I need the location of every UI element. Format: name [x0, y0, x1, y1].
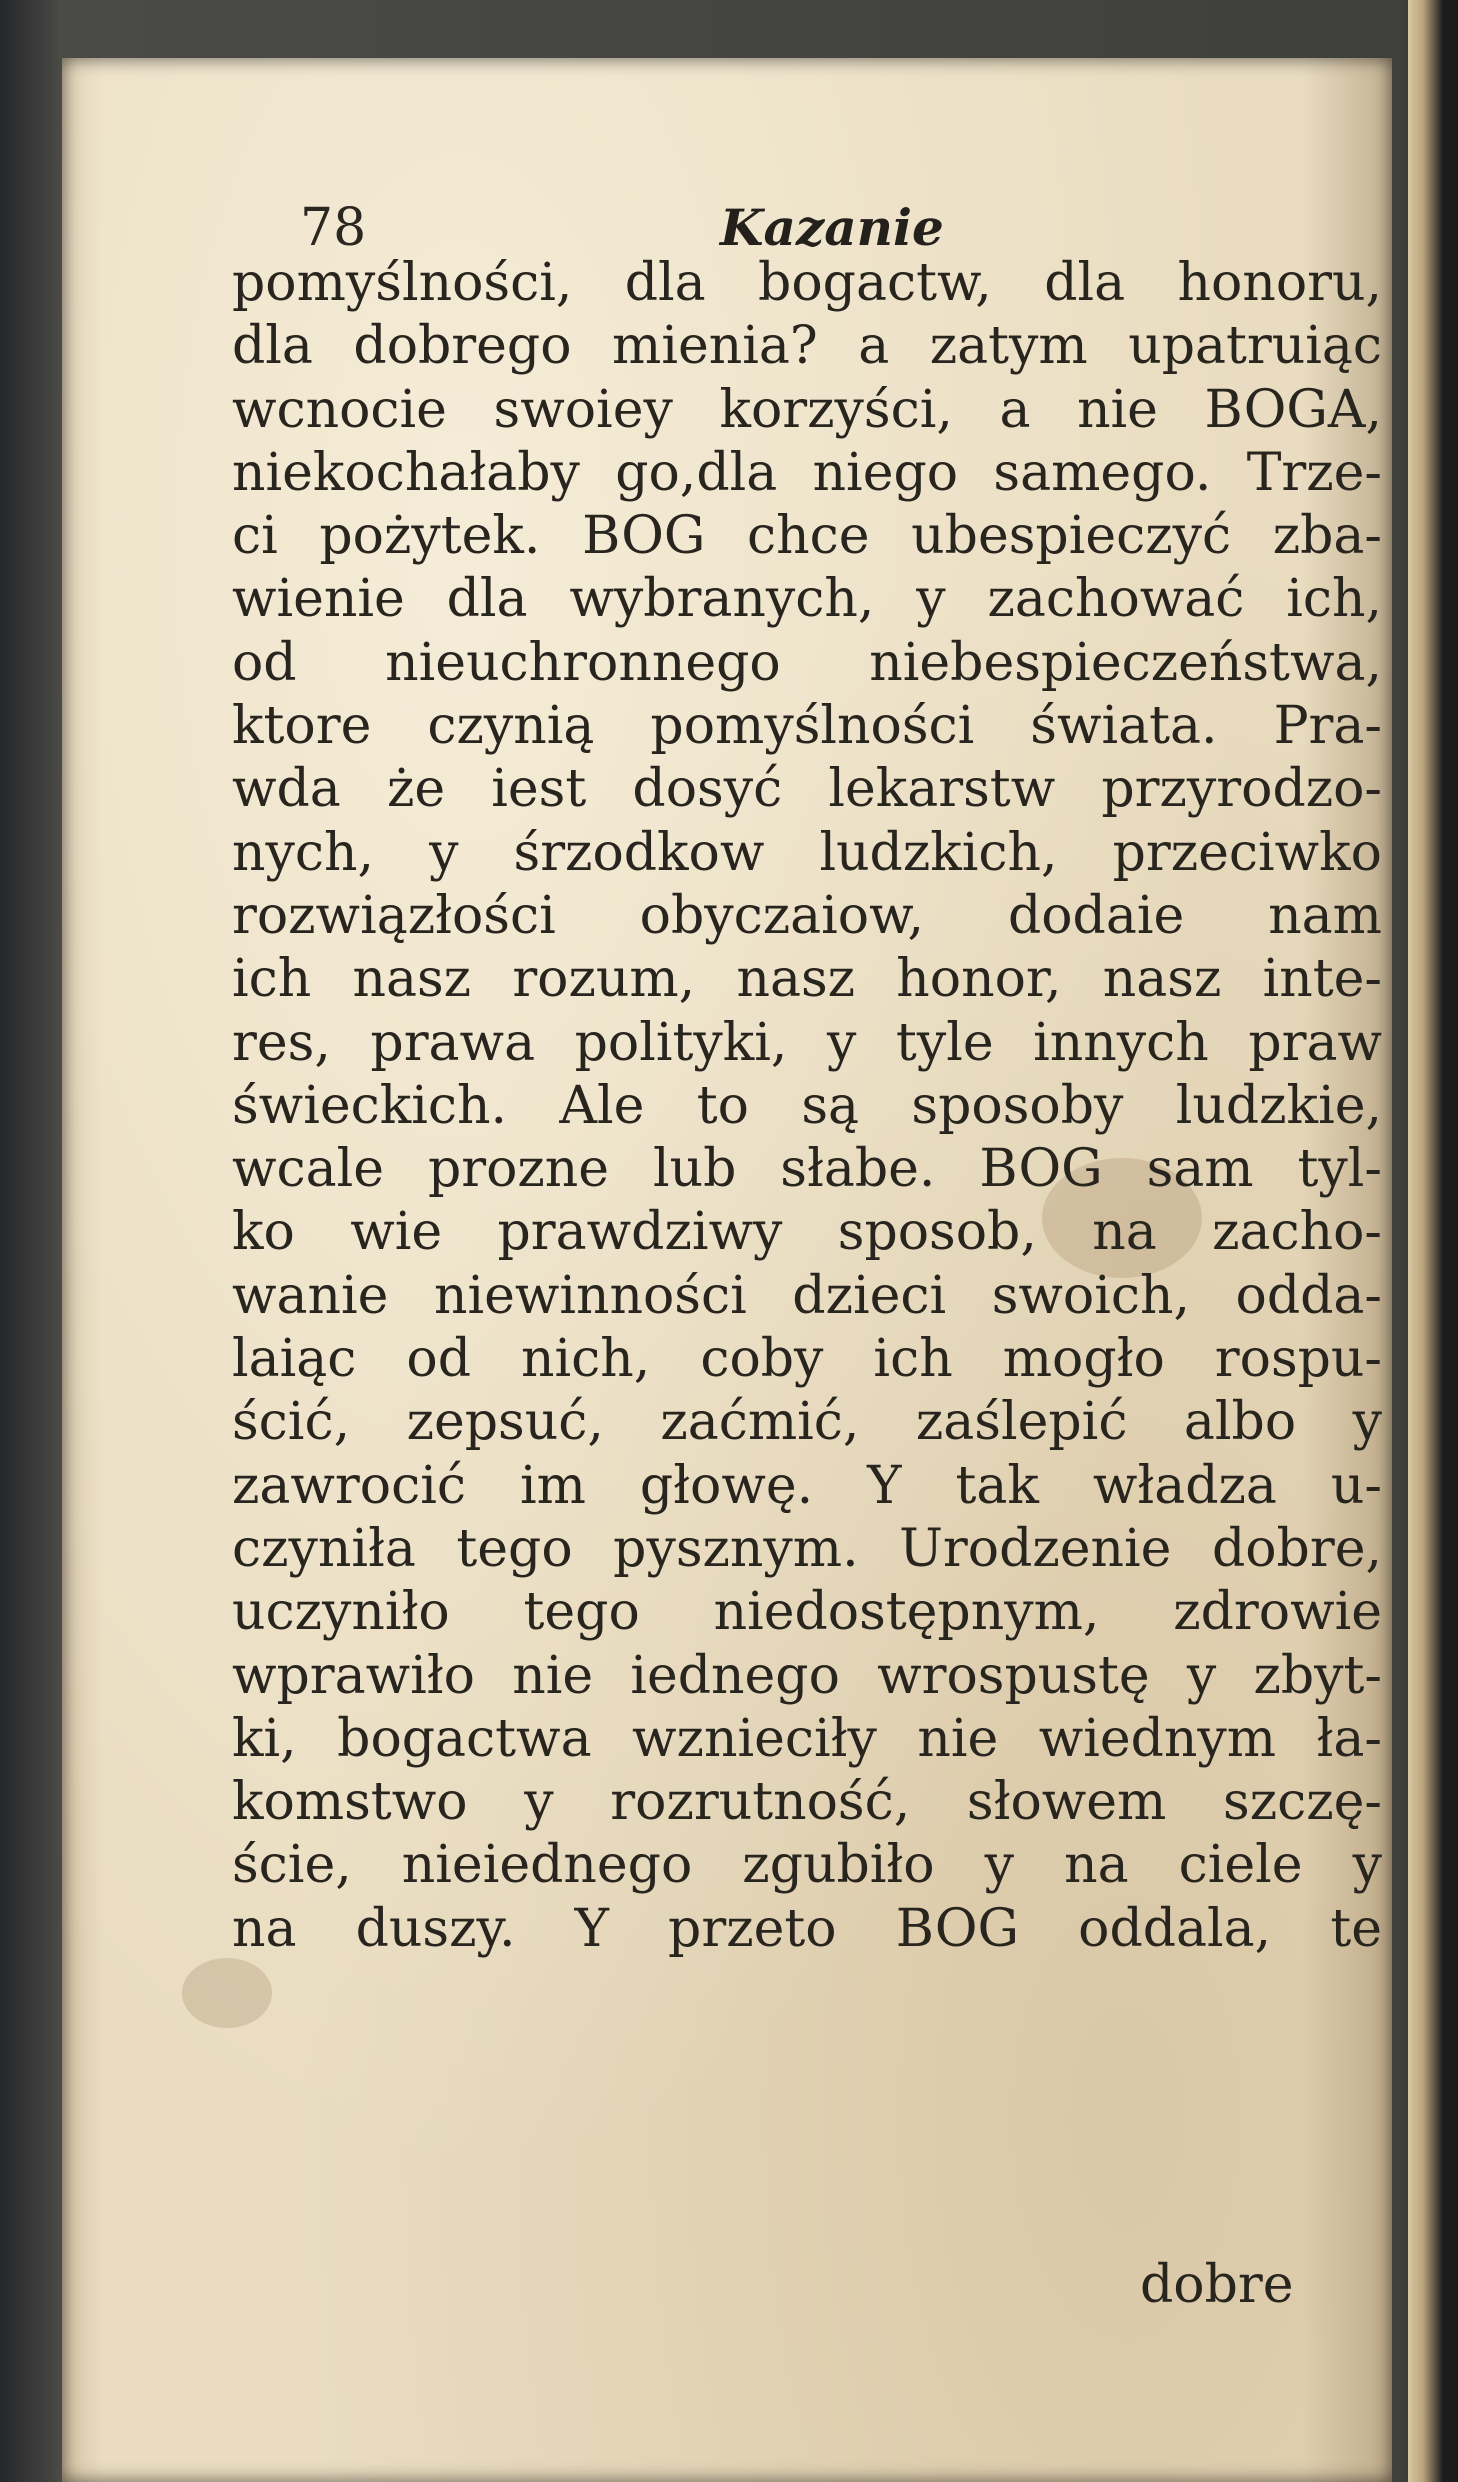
text-line: czyniła tego pysznym. Urodzenie dobre,	[232, 1518, 1382, 1579]
book-spine-edge	[1408, 0, 1458, 2482]
text-line: świeckich. Ale to są sposoby ludzkie,	[232, 1075, 1382, 1136]
text-line: wda że iest dosyć lekarstw przyrodzo-	[232, 759, 1382, 820]
text-line: uczyniło tego niedostępnym, zdrowie	[232, 1582, 1382, 1643]
text-line: rozwiązłości obyczaiow, dodaie nam	[232, 885, 1382, 946]
text-line: ich nasz rozum, nasz honor, nasz inte-	[232, 949, 1382, 1010]
text-line: wienie dla wybranych, y zachować ich,	[232, 569, 1382, 630]
text-line: zawrocić im głowę. Y tak władza u-	[232, 1455, 1382, 1516]
text-line: ście, nieiednego zgubiło y na ciele y	[232, 1835, 1382, 1896]
text-line: laiąc od nich, coby ich mogło rospu-	[232, 1329, 1382, 1390]
text-line: wanie niewinności dzieci swoich, odda-	[232, 1265, 1382, 1326]
text-line: od nieuchronnego niebespieczeństwa,	[232, 632, 1382, 693]
text-line: nych, y śrzodkow ludzkich, przeciwko	[232, 822, 1382, 883]
text-line: niekochałaby go,dla niego samego. Trze-	[232, 442, 1382, 503]
text-line: komstwo y rozrutność, słowem szczę-	[232, 1772, 1382, 1833]
running-title: Kazanie	[720, 198, 944, 257]
text-line: ki, bogactwa wznieciły nie wiednym ła-	[232, 1708, 1382, 1769]
text-line: wcnocie swoiey korzyści, a nie BOGA,	[232, 379, 1382, 440]
text-line: pomyślności, dla bogactw, dla honoru,	[232, 253, 1382, 313]
paper-stain	[182, 1958, 272, 2028]
text-line: ci pożytek. BOG chce ubespieczyć zba-	[232, 506, 1382, 567]
text-line: res, prawa polityki, y tyle innych praw	[232, 1012, 1382, 1073]
body-text	[232, 252, 1382, 1961]
text-line: ko wie prawdziwy sposob, na zacho-	[232, 1202, 1382, 1263]
text-line: ścić, zepsuć, zaćmić, zaślepić albo y	[232, 1392, 1382, 1453]
text-line: na duszy. Y przeto BOG oddala, te	[232, 1898, 1382, 1959]
text-line: wcale prozne lub słabe. BOG sam tyl-	[232, 1139, 1382, 1200]
text-line: ktore czynią pomyślności świata. Pra-	[232, 696, 1382, 757]
text-line: wprawiło nie iednego wrospustę y zbyt-	[232, 1645, 1382, 1706]
catchword: dobre	[1140, 2255, 1294, 2315]
text-line: dla dobrego mienia? a zatym upatruiąc	[232, 316, 1382, 377]
page-number: 78	[300, 198, 367, 258]
